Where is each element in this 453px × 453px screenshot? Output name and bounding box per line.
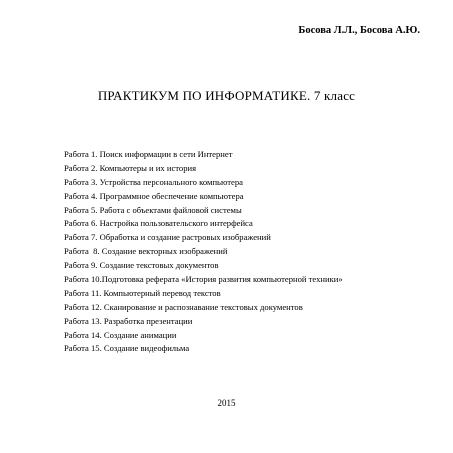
list-item: Работа 7. Обработка и создание растровых изображений (64, 232, 271, 243)
list-item: Работа 13. Разработка презентации (64, 315, 193, 326)
list-item: Работа 11. Компьютерный перевод текстов (64, 287, 221, 298)
list-item: Работа 6. Настройка пользовательского интерфейса (64, 218, 253, 229)
list-item: Работа 10.Подготовка реферата «История развития компьютерной техники» (64, 274, 343, 285)
page-title: ПРАКТИКУМ ПО ИНФОРМАТИКЕ. 7 класс (97, 88, 356, 103)
list-item: Работа 14. Создание анимации (64, 329, 177, 340)
publication-year: 2015 (217, 398, 236, 408)
list-item: Работа 8. Создание векторных изображений (64, 246, 228, 257)
list-item: Работа 3. Устройства персонального компьютера (64, 176, 243, 187)
works-list (64, 148, 343, 356)
list-item: Работа 9. Создание текстовых документов (64, 260, 219, 271)
list-item: Работа 15. Создание видеофильма (64, 343, 190, 354)
list-item: Работа 4. Программное обеспечение компьютера (64, 190, 244, 201)
authors: Босова Л.Л., Босова А.Ю. (298, 25, 420, 36)
list-item: Работа 5. Работа с объектами файловой системы (64, 204, 242, 215)
list-item: Работа 12. Сканирование и распознавание текстовых документов (64, 301, 303, 312)
list-item: Работа 1. Поиск информации в сети Интернет (64, 149, 233, 159)
list-item: Работа 2. Компьютеры и их история (64, 162, 197, 173)
